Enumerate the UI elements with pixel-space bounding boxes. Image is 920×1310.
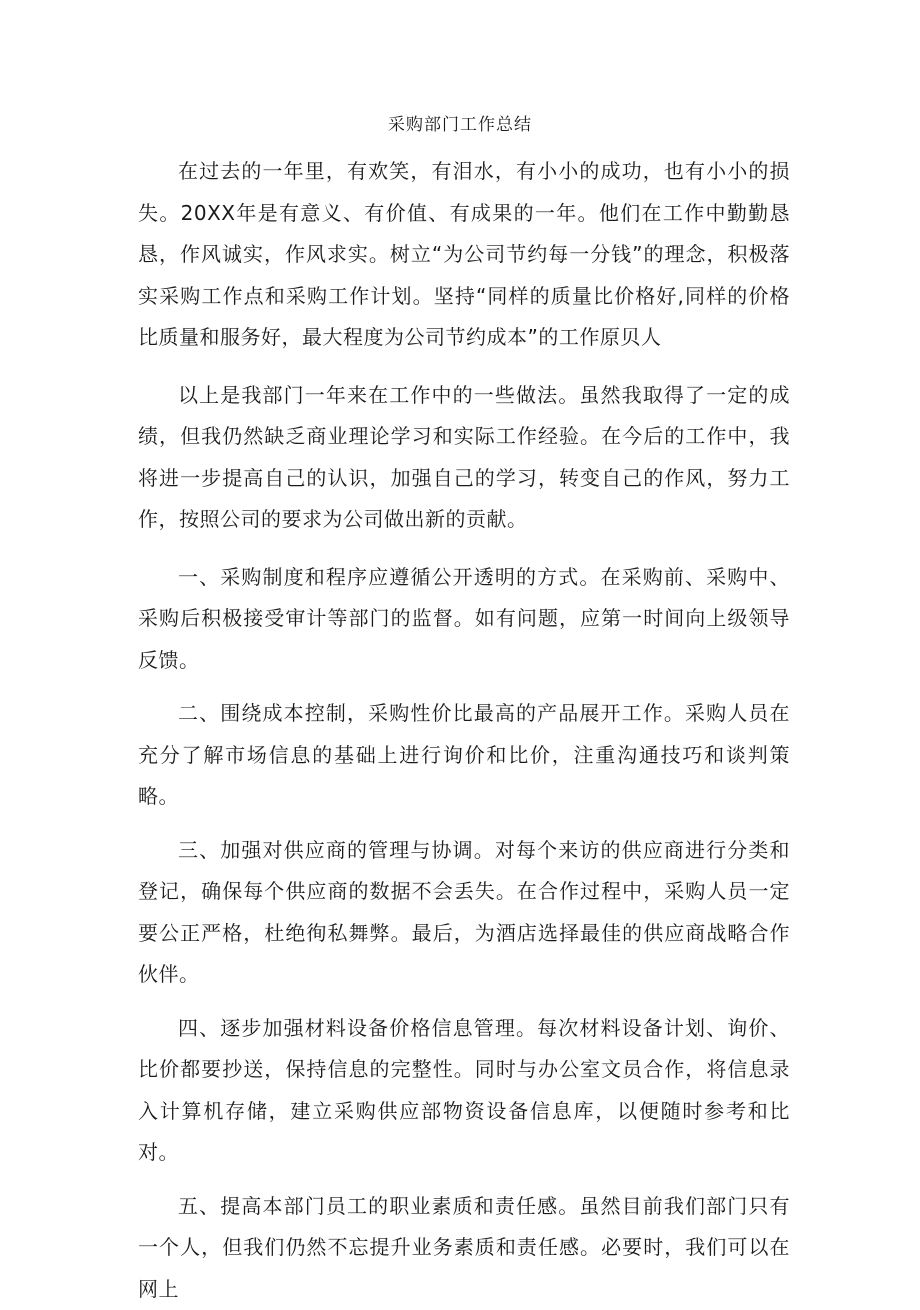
paragraph-item-3: 三、加强对供应商的管理与协调。对每个来访的供应商进行分类和登记，确保每个供应商的数据不会丢失。在合作过程中，采购人员一定要公正严格，杜绝徇私舞弊。最后，为酒店选择最佳的供应商战略合作伙伴。 xyxy=(138,830,790,996)
document-body xyxy=(138,151,790,1310)
paragraph-summary: 以上是我部门一年来在工作中的一些做法。虽然我取得了一定的成绩，但我仍然缺乏商业理论学习和实际工作经验。在今后的工作中，我将进一步提高自己的认识，加强自己的学习，转变自己的作风，努力工作，按照公司的要求为公司做出新的贡献。 xyxy=(138,375,790,541)
paragraph-item-5: 五、提高本部门员工的职业素质和责任感。虽然目前我们部门只有一个人，但我们仍然不忘提升业务素质和责任感。必要时，我们可以在网上 xyxy=(138,1186,790,1310)
paragraph-intro: 在过去的一年里，有欢笑，有泪水，有小小的成功，也有小小的损失。20XX年是有意义、有价值、有成果的一年。他们在工作中勤勤恳恳，作风诚实，作风求实。树立“为公司节约每一分钱”的理念，积极落实采购工作点和采购工作计划。坚持“同样的质量比价格好,同样的价格比质量和服务好，最大程度为公司节约成本”的工作原贝人 xyxy=(138,151,790,359)
document-title: 采购部门工作总结 xyxy=(0,113,920,137)
paragraph-item-4: 四、逐步加强材料设备价格信息管理。每次材料设备计划、询价、比价都要抄送，保持信息的完整性。同时与办公室文员合作，将信息录入计算机存储，建立采购供应部物资设备信息库，以便随时参考和比对。 xyxy=(138,1008,790,1174)
paragraph-item-2: 二、围绕成本控制，采购性价比最高的产品展开工作。采购人员在充分了解市场信息的基础上进行询价和比价，注重沟通技巧和谈判策略。 xyxy=(138,693,790,818)
paragraph-item-1: 一、采购制度和程序应遵循公开透明的方式。在采购前、采购中、采购后积极接受审计等部门的监督。如有问题，应第一时间向上级领导反馈。 xyxy=(138,557,790,682)
